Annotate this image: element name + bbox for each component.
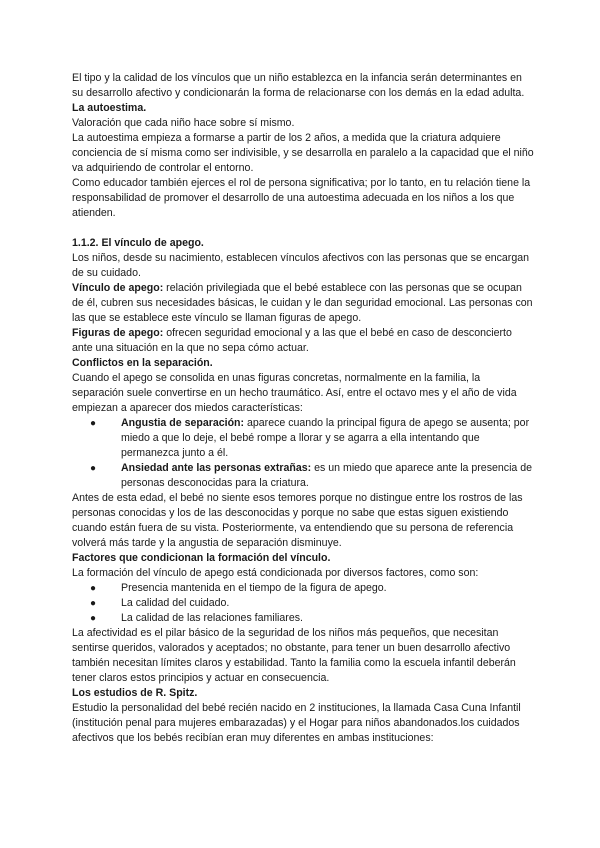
figuras-definition	[72, 326, 534, 356]
bullet-icon: ●	[90, 583, 97, 594]
autoestima-paragraph-1: La autoestima empieza a formarse a partir de los 2 años, a medida que la criatura adquiere conciencia de sí misma como ser indivisible, y se desarrolla en paralelo a la capacidad que el niño va adquiriendo de controlar el entorno.	[72, 132, 534, 174]
autoestima-heading: La autoestima.	[72, 102, 147, 114]
list-item-text: es un miedo que aparece ante la presencia de personas desconocidas para la criatura.	[121, 462, 533, 489]
conflictos-heading: Conflictos en la separación.	[72, 357, 213, 369]
list-item-text: La calidad del cuidado.	[121, 597, 230, 609]
factores-paragraph-2: La afectividad es el pilar básico de la seguridad de los niños más pequeños, que necesitan sentirse queridos, valorados y aceptados; no obstante, para tener un buen desarrollo afectivo también necesitan límites claros y estabilidad. Tanto la familia como la escuela infantil deberán tener claros estos principios y actuar en consecuencia.	[72, 627, 516, 684]
apego-paragraph-1: Los niños, desde su nacimiento, establecen vínculos afectivos con las personas que se encargan de su cuidado.	[72, 252, 529, 279]
figuras-text: ofrecen seguridad emocional y a las que el bebé en caso de desconcierto ante una situación en la que no sepa cómo actuar.	[72, 327, 512, 354]
list-item-term: Ansiedad ante las personas extrañas:	[121, 462, 312, 474]
bullet-icon: ●	[90, 613, 97, 624]
factores-heading: Factores que condicionan la formación del vínculo.	[72, 552, 331, 564]
list-item	[83, 461, 534, 491]
list-item-text: La calidad de las relaciones familiares.	[121, 612, 303, 624]
figuras-term: Figuras de apego:	[72, 327, 164, 339]
spitz-heading: Los estudios de R. Spitz.	[72, 687, 198, 699]
conflictos-list	[72, 416, 534, 491]
section-spacer	[72, 221, 534, 236]
conflictos-paragraph-1: Cuando el apego se consolida en unas figuras concretas, normalmente en la familia, la separación suele convertirse en un hecho traumático. Así, entre el octavo mes y el año de vida empiezan a aparecer dos miedos características:	[72, 372, 517, 414]
autoestima-paragraph-2: Como educador también ejerces el rol de persona significativa; por lo tanto, en tu relación tiene la responsabilidad de promover el desarrollo de una autoestima adecuada en los niños a los que atienden.	[72, 177, 531, 219]
conflictos-paragraph-2: Antes de esta edad, el bebé no siente esos temores porque no distingue entre los rostros de las personas conocidas y los de las desconocidas y porque no sabe que estas siguen existiendo cuando están fuera de su vista. Posteriormente, va entendiendo que su persona de referencia volverá más tarde y la angustia de separación disminuye.	[72, 492, 523, 549]
intro-paragraph: El tipo y la calidad de los vínculos que un niño establezca en la infancia serán determinantes en su desarrollo afectivo y condicionarán la forma de relacionarse con los demás en la edad adulta.	[72, 72, 525, 99]
list-item	[83, 416, 534, 461]
list-item	[83, 581, 534, 596]
list-item	[83, 611, 534, 626]
vinculo-definition	[72, 281, 534, 326]
list-item-term: Angustia de separación:	[121, 417, 245, 429]
bullet-icon: ●	[90, 463, 97, 474]
vinculo-term: Vínculo de apego:	[72, 282, 164, 294]
bullet-icon: ●	[90, 598, 97, 609]
vinculo-text: relación privilegiada que el bebé establece con las personas que se ocupan de él, cubren sus necesidades básicas, le cuidan y le dan seguridad emocional. Las personas con las que se establece este vínculo se llaman figuras de apego.	[72, 282, 533, 324]
apego-heading: 1.1.2. El vínculo de apego.	[72, 237, 204, 249]
document-page	[72, 71, 534, 746]
bullet-icon: ●	[90, 418, 97, 429]
list-item	[83, 596, 534, 611]
list-item-text: Presencia mantenida en el tiempo de la figura de apego.	[121, 582, 387, 594]
list-item-text: aparece cuando la principal figura de apego se ausenta; por miedo a que lo deje, el bebé rompe a llorar y se agarra a ella intentando que permanezca junto a él.	[121, 417, 530, 459]
factores-list	[72, 581, 534, 626]
factores-paragraph-1: La formación del vínculo de apego está condicionada por diversos factores, como son:	[72, 567, 479, 579]
spitz-paragraph-1: Estudio la personalidad del bebé recién nacido en 2 instituciones, la llamada Casa Cuna Infantil (institución penal para mujeres embarazadas) y el Hogar para niños abandonados.los cuidados afectivos que los bebés recibían eran muy diferentes en ambas instituciones:	[72, 702, 521, 744]
autoestima-definition: Valoración que cada niño hace sobre sí mismo.	[72, 117, 295, 129]
